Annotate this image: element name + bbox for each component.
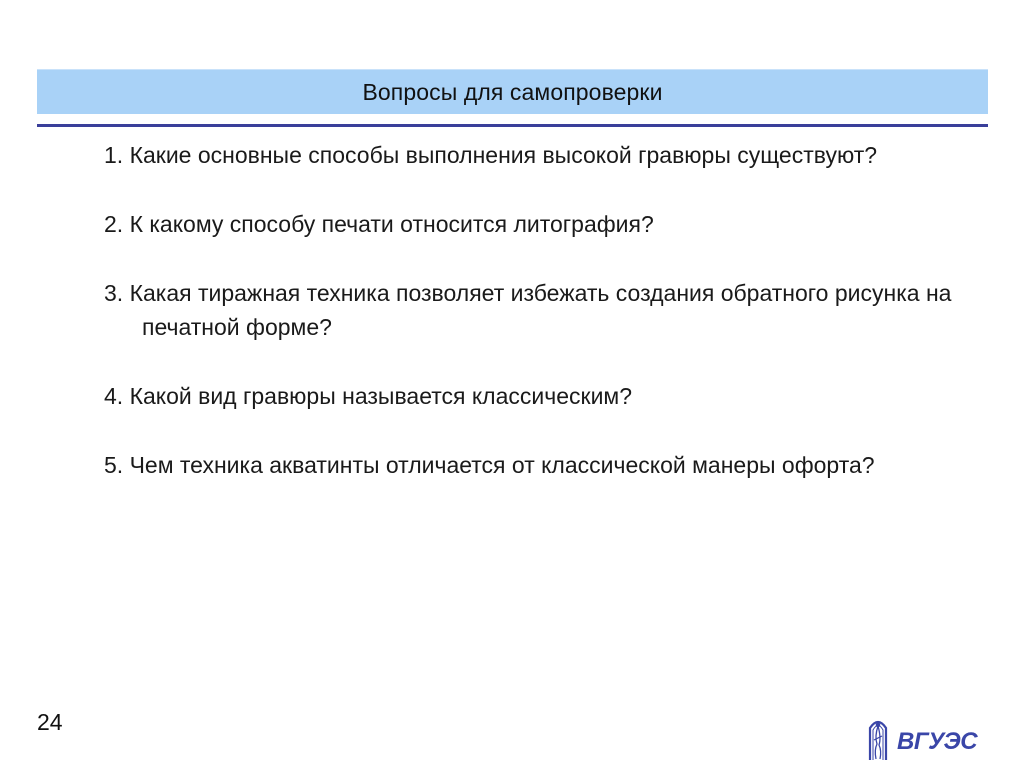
logo-text: ВГУЭС: [897, 728, 978, 755]
university-logo-icon: [866, 716, 988, 762]
question-item: 5. Чем техника акватинты отличается от классической манеры офорта?: [104, 452, 875, 478]
page-title: Вопросы для самопроверки: [362, 78, 663, 105]
title-divider: [37, 124, 988, 127]
title-bar: [37, 69, 988, 114]
question-list: [104, 138, 964, 482]
question-item: 2. К какому способу печати относится литография?: [104, 211, 654, 237]
logo-emblem: [870, 722, 886, 760]
question-item: 4. Какой вид гравюры называется классическим?: [104, 383, 633, 409]
page-number: 24: [37, 709, 63, 735]
question-item: 1. Какие основные способы выполнения высокой гравюры существуют?: [104, 142, 878, 168]
question-item: 3. Какая тиражная техника позволяет избежать создания обратного рисунка на печатной форме?: [104, 280, 952, 340]
